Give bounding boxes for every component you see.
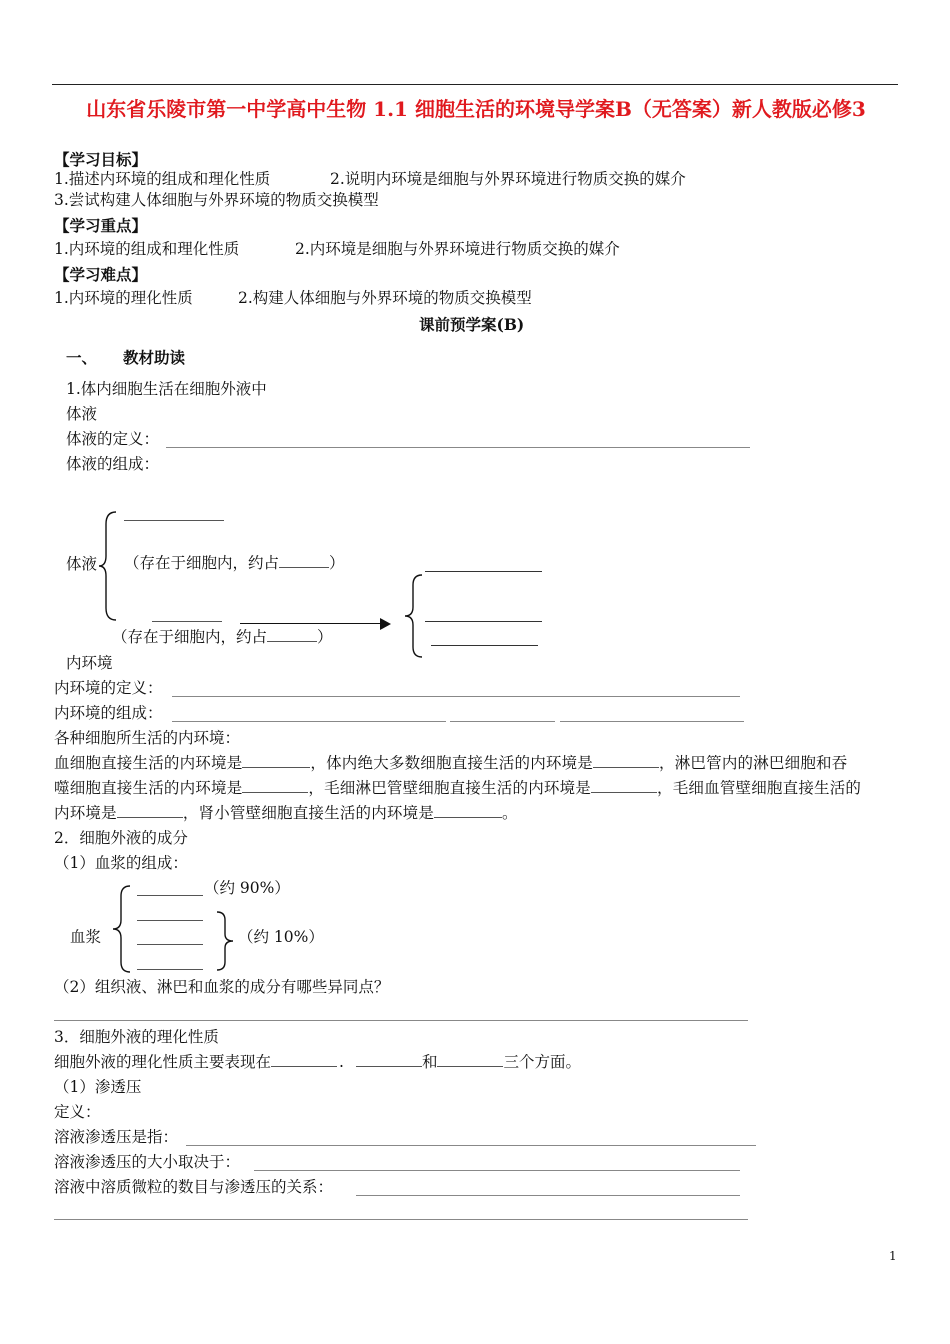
plasma-blank-water[interactable] [137,895,203,896]
cells-env-heading: 各种细胞所生活的内环境： [54,729,241,747]
arrow-head-icon [380,618,392,630]
section1-title: 教材助读 [123,348,186,367]
line2-blank-1[interactable] [242,791,308,793]
line3-blank-1[interactable] [117,816,183,818]
body-fluid-definition-label: 体液的定义： [66,430,160,448]
objectives-heading: 【学习目标】 [54,150,148,169]
plasma-blank-3[interactable] [137,944,203,945]
section3-title: 3．细胞外液的理化性质 [54,1028,219,1046]
plasma-blank-2[interactable] [137,920,203,921]
line2-part-a: 噬细胞直接生活的内环境是 [54,779,243,797]
key-points-heading: 【学习重点】 [54,216,148,235]
osmotic-pressure-heading: （1）渗透压 [54,1078,142,1096]
extracellular-note [112,630,333,646]
internal-env-definition-blank[interactable] [172,696,740,697]
section3-line-1 [54,1055,581,1071]
line1-part-a: 血细胞直接生活的内环境是 [54,754,243,772]
line3-part-b: ，肾小管壁细胞直接生活的内环境是 [182,804,435,822]
section2-title: 2．细胞外液的成分 [54,829,188,847]
difficulty-1: 1.内环境的理化性质 [54,289,193,307]
section2-question-2: （2）组织液、淋巴和血浆的成分有哪些异同点？ [54,978,390,996]
line3-part-c: 。 [502,804,518,822]
plasma-right-brace-icon [215,910,235,972]
key-point-1: 1.内环境的组成和理化性质 [54,240,240,258]
osmotic-answer-b-blank[interactable] [254,1170,740,1171]
internal-env-composition-blank-3[interactable] [560,721,744,722]
intracellular-note-text: （存在于细胞内，约占 [124,554,280,572]
objective-2: 2.说明内环境是细胞与外界环境进行物质交换的媒介 [330,170,686,188]
line1-part-b: ，体内绝大多数细胞直接生活的内环境是 [310,754,594,772]
plasma-left-brace-icon [112,884,132,974]
extracellular-blank-1[interactable] [425,571,542,572]
body-fluid-definition-blank[interactable] [166,447,750,448]
section2-answer-blank[interactable] [54,1020,748,1021]
line1-blank-2[interactable] [593,766,659,768]
osmotic-question-a: 溶液渗透压是指： [54,1128,179,1146]
extracellular-blank-2[interactable] [425,621,542,622]
extracellular-blank-3[interactable] [431,645,538,646]
pre-class-title: 课前预学案(B) [419,315,525,334]
intracellular-percent-blank[interactable] [279,566,329,568]
osmotic-answer-c-blank[interactable] [356,1195,740,1196]
section1-number: 一、 [66,348,98,367]
header-rule [52,84,898,85]
intracellular-close-paren: ） [329,554,345,572]
diagram-blank-2[interactable] [152,621,222,622]
internal-env-composition-label: 内环境的组成： [54,704,163,722]
line2-part-c: ，毛细血管壁细胞直接生活的 [657,779,862,797]
section3-line1-part-d: 三个方面。 [503,1053,581,1071]
plasma-90-percent: （约 90%） [204,879,290,897]
internal-env-composition-blank-2[interactable] [450,721,555,722]
objective-3: 3.尝试构建人体细胞与外界环境的物质交换模型 [54,191,379,209]
right-brace-icon [404,573,424,659]
line2-blank-2[interactable] [591,791,657,793]
plasma-10-percent: （约 10%） [238,928,324,946]
cells-env-line-1 [54,756,847,772]
line1-part-c: ，淋巴管内的淋巴细胞和吞 [659,754,848,772]
definition-label: 定义： [54,1103,101,1121]
internal-env-composition-blank-1[interactable] [172,721,446,722]
osmotic-answer-a-blank[interactable] [186,1145,756,1146]
page-title: 山东省乐陵市第一中学高中生物 1.1 细胞生活的环境导学案B（无答案）新人教版必修3 [86,97,866,121]
page-number: 1 [889,1249,897,1263]
line2-part-b: ，毛细淋巴管壁细胞直接生活的内环境是 [308,779,592,797]
objective-1: 1.描述内环境的组成和理化性质 [54,170,271,188]
line3-blank-2[interactable] [434,816,502,818]
cells-env-line-3 [54,806,518,822]
cells-env-line-2 [54,781,861,797]
section3-dot: . [339,1053,344,1071]
key-point-2: 2.内环境是细胞与外界环境进行物质交换的媒介 [295,240,620,258]
difficulties-heading: 【学习难点】 [54,265,148,284]
internal-env-definition-label: 内环境的定义： [54,679,163,697]
plasma-composition-label: （1）血浆的组成： [54,854,188,872]
plasma-label: 血浆 [70,928,102,946]
extracellular-note-text: （存在于细胞内，约占 [112,628,268,646]
section3-blank-2[interactable] [356,1065,422,1067]
section3-and: 和 [421,1053,438,1071]
body-fluid-composition-label: 体液的组成： [66,455,160,473]
section3-blank-3[interactable] [437,1065,503,1067]
arrow-line [240,623,385,624]
plasma-blank-4[interactable] [137,969,203,970]
question-1: 1.体内细胞生活在细胞外液中 [66,380,267,398]
extracellular-percent-blank[interactable] [267,640,317,642]
osmotic-question-b: 溶液渗透压的大小取决于： [54,1153,241,1171]
left-brace-icon [98,510,118,622]
osmotic-question-c: 溶液中溶质微粒的数目与渗透压的关系： [54,1178,334,1196]
diagram-body-fluid-label: 体液 [66,555,98,573]
diagram-blank-1[interactable] [124,520,224,521]
body-fluid-label: 体液 [66,405,98,423]
line3-part-a: 内环境是 [54,804,117,822]
osmotic-answer-c-blank-2[interactable] [54,1219,748,1220]
difficulty-2: 2.构建人体细胞与外界环境的物质交换模型 [238,289,532,307]
section3-blank-1[interactable] [271,1065,337,1067]
extracellular-close-paren: ） [317,628,333,646]
intracellular-note [124,556,345,572]
line1-blank-1[interactable] [242,766,310,768]
section3-line1-part-a: 细胞外液的理化性质主要表现在 [54,1053,272,1071]
internal-env-label: 内环境 [66,654,113,672]
